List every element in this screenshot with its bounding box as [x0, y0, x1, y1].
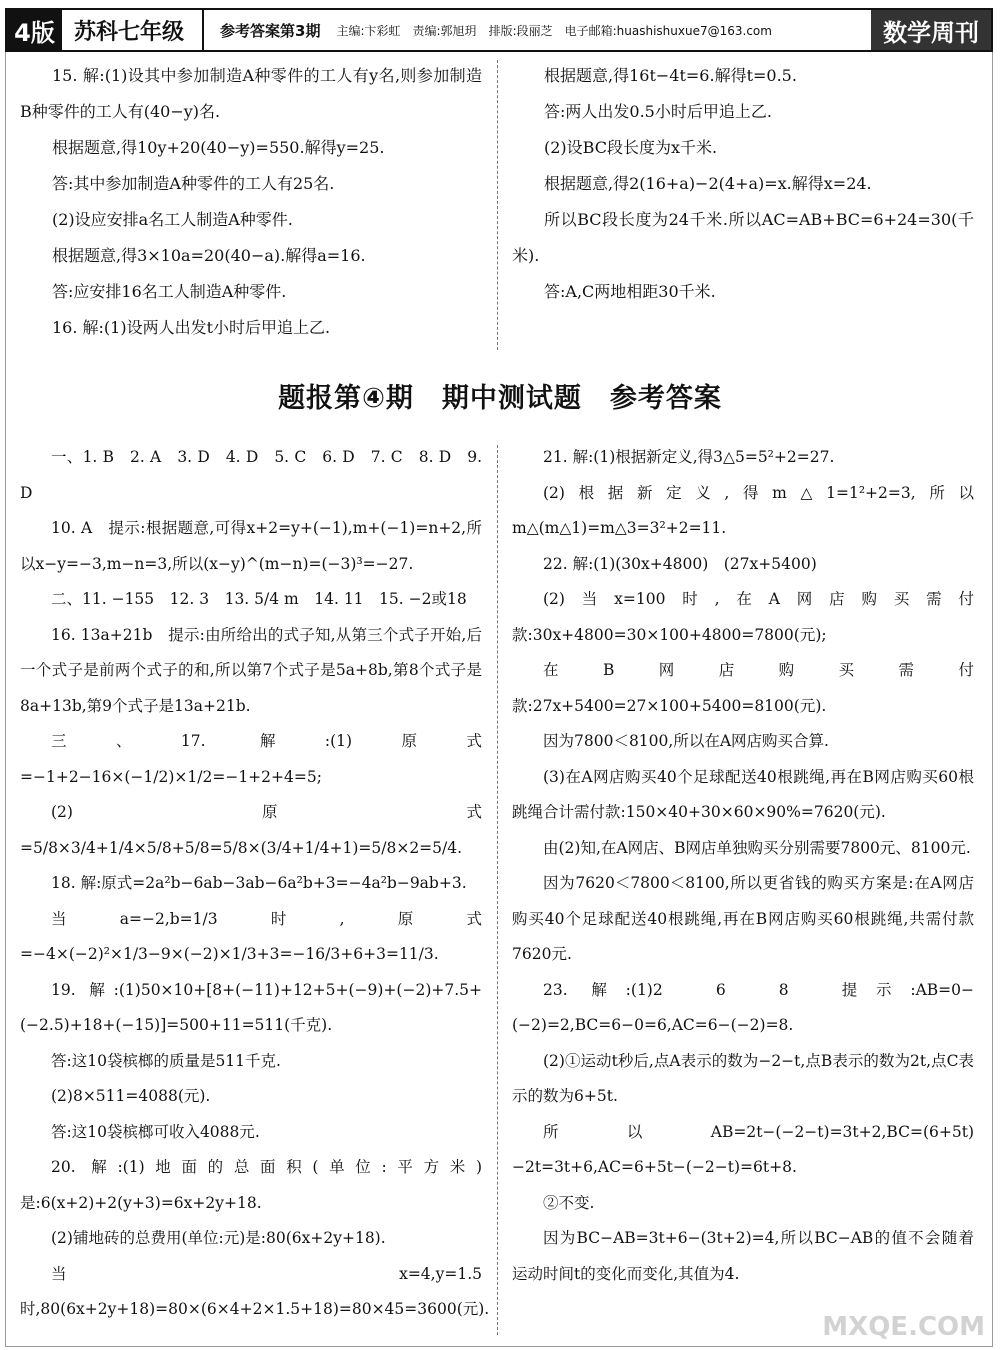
- answer-line: (2)当x=100时,在A网店购买需付款:30x+4800=30×100+4800=7800(元);: [512, 590, 974, 644]
- answer-line: 19. 解:(1)50×10+[8+(−11)+12+5+(−9)+(−2)+7.5+(−2.5)+18+(−15)]=500+11=511(千克).: [20, 980, 482, 1034]
- answer-line: 20. 解:(1)地面的总面积(单位:平方米)是:6(x+2)+2(y+3)=6x+2y+18.: [20, 1158, 482, 1212]
- column-divider: [497, 445, 498, 1335]
- answer-line: 因为7800＜8100,所以在A网店购买合算.: [543, 732, 829, 750]
- layout-credit: 排版:段丽芝: [488, 23, 553, 38]
- answer-line: 答:其中参加制造A种零件的工人有25名.: [52, 174, 335, 193]
- answer-line: (2)设BC段长度为x千米.: [544, 138, 718, 157]
- answer-line: (2)设应安排a名工人制造A种零件.: [52, 210, 293, 229]
- answer-line: 二、11. −155 12. 3 13. 5/4 m 14. 11 15. −2或18: [51, 590, 467, 608]
- answer-line: 答:应安排16名工人制造A种零件.: [52, 282, 287, 301]
- answer-line: 根据题意,得3×10a=20(40−a).解得a=16.: [52, 246, 366, 265]
- answer-line: 答:两人出发0.5小时后甲追上乙.: [544, 102, 772, 121]
- answer-line: 答:这10袋槟榔的质量是511千克.: [51, 1051, 281, 1070]
- answer-line: 22. 解:(1)(30x+4800) (27x+5400): [543, 554, 817, 573]
- answer-line: 一、1. B 2. A 3. D 4. D 5. C 6. D 7. C 8. D 9. D: [20, 448, 482, 502]
- responsible-editor-credit: 责编:郭旭玥: [412, 23, 477, 38]
- answer-line: 由(2)知,在A网店、B网店单独购买分别需要7800元、8100元.: [543, 838, 971, 857]
- answer-line: (2)①运动t秒后,点A表示的数为−2−t,点B表示的数为2t,点C表示的数为6+5t.: [512, 1051, 974, 1105]
- answer-line: (2)根据新定义,得m△1=1²+2=3,所以m△(m△1)=m△3=3²+2=11.: [512, 483, 974, 537]
- bottom-right-column: [512, 440, 974, 1292]
- answer-line: 当a=−2,b=1/3时,原式=−4×(−2)²×1/3−9×(−2)×1/3+3=−16/3+6+3=11/3.: [20, 909, 482, 963]
- answer-line: 根据题意,得10y+20(40−y)=550.解得y=25.: [52, 138, 385, 157]
- page-header: [5, 8, 993, 52]
- answer-line: 答:A,C两地相距30千米.: [544, 282, 716, 301]
- answer-line: 23. 解:(1)2 6 8 提示:AB=0−(−2)=2,BC=6−0=6,AC=6−(−2)=8.: [512, 980, 974, 1034]
- answer-line: 10. A 提示:根据题意,可得x+2=y+(−1),m+(−1)=n+2,所以x−y=−3,m−n=3,所以(x−y)^(m−n)=(−3)³=−27.: [20, 519, 482, 573]
- answer-line: 根据题意,得16t−4t=6.解得t=0.5.: [544, 66, 797, 85]
- answer-line: 在B网店购买需付款:27x+5400=27×100+5400=8100(元).: [512, 661, 974, 715]
- editor-credit: 主编:卞彩虹: [336, 23, 401, 38]
- answer-line: 当x=4,y=1.5时,80(6x+2y+18)=80×(6×4+2×1.5+18)=80×45=3600(元).: [20, 1264, 490, 1318]
- answer-line: 因为BC−AB=3t+6−(3t+2)=4,所以BC−AB的值不会随着运动时间t的变化而变化,其值为4.: [512, 1229, 974, 1283]
- brand-logo: 数学周刊: [871, 10, 991, 50]
- watermark: MXQE.COM: [822, 1312, 985, 1342]
- answer-line: (2)8×511=4088(元).: [51, 1087, 211, 1105]
- answer-line: 16. 13a+21b 提示:由所给出的式子知,从第三个式子开始,后一个式子是前两个式子的和,所以第7个式子是5a+8b,第8个式子是8a+13b,第9个式子是13a+21b.: [20, 625, 482, 715]
- issue-label: 参考答案第3期: [220, 21, 321, 40]
- answer-line: 因为7620＜7800＜8100,所以更省钱的购买方案是:在A网店购买40个足球配送40根跳绳,再在B网店购买60根跳绳,共需付款7620元.: [512, 874, 974, 963]
- email-contact: 电子邮箱:huashishuxue7@163.com: [564, 23, 772, 38]
- answer-line: (2)原式=5/8×3/4+1/4×5/8+5/8=5/8×(3/4+1/4+1)=5/8×2=5/4.: [20, 803, 482, 857]
- answer-line: 21. 解:(1)根据新定义,得3△5=5²+2=27.: [543, 448, 835, 466]
- answer-line: 所以BC段长度为24千米.所以AC=AB+BC=6+24=30(千米).: [512, 210, 974, 265]
- column-divider: [497, 60, 498, 350]
- answer-line: 答:这10袋槟榔可收入4088元.: [51, 1122, 260, 1141]
- answer-line: 18. 解:原式=2a²b−6ab−3ab−6a²b+3=−4a²b−9ab+3.: [51, 874, 467, 892]
- answer-line: (2)铺地砖的总费用(单位:元)是:80(6x+2y+18).: [51, 1229, 386, 1247]
- bottom-left-column: [20, 440, 490, 1328]
- answer-line: 16. 解:(1)设两人出发t小时后甲追上乙.: [52, 318, 331, 337]
- answer-line: 所以AB=2t−(−2−t)=3t+2,BC=(6+5t)−2t=3t+6,AC=6+5t−(−2−t)=6t+8.: [512, 1122, 974, 1176]
- answer-line: (3)在A网店购买40个足球配送40根跳绳,再在B网店购买60根跳绳合计需付款:150×40+30×60×90%=7620(元).: [512, 767, 974, 821]
- answer-line: 三、17. 解:(1)原式=−1+2−16×(−1/2)×1/2=−1+2+4=5;: [20, 732, 482, 786]
- grade-label: 苏科七年级: [62, 10, 204, 50]
- answer-line: ②不变.: [543, 1193, 595, 1212]
- answer-line: 根据题意,得2(16+a)−2(4+a)=x.解得x=24.: [544, 174, 872, 193]
- edition-label: 4版: [7, 10, 62, 50]
- top-left-column: [20, 58, 482, 346]
- answer-line: 15. 解:(1)设其中参加制造A种零件的工人有y名,则参加制造B种零件的工人有(40−y)名.: [20, 66, 482, 121]
- section-title: 题报第④期 期中测试题 参考答案: [278, 383, 722, 414]
- top-right-column: [512, 58, 974, 310]
